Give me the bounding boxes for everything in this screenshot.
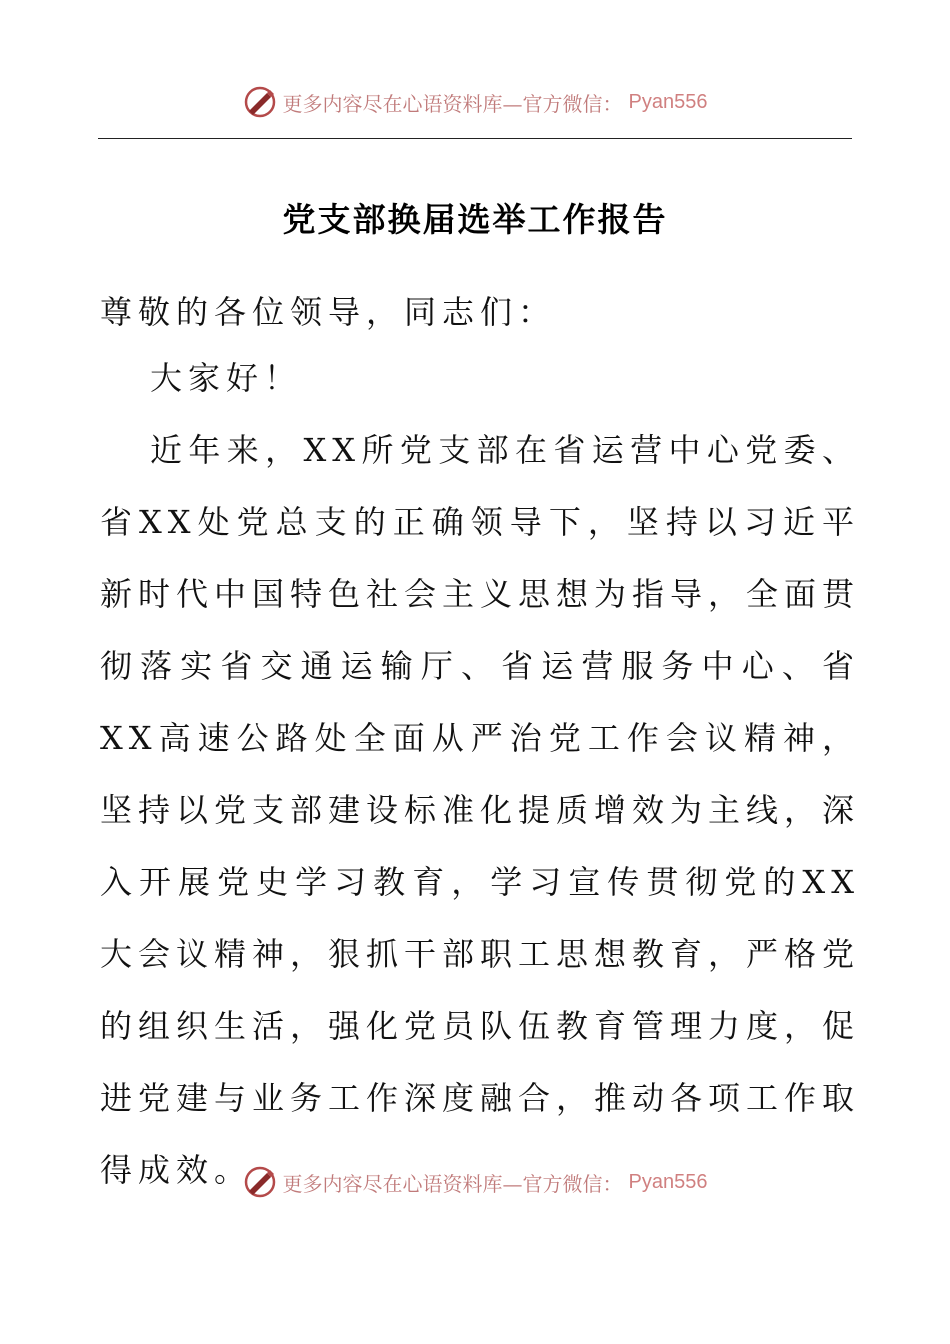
- header-banner-text: 更多内容尽在心语资料库—官方微信：: [282, 91, 623, 116]
- footer-banner: [0, 1162, 950, 1202]
- header-banner: [0, 82, 950, 122]
- body-paragraph: 近年来，XX所党支部在省运营中心党委、省XX处党总支的正确领导下，坚持以习近平新时代中国特色社会主义思想为指导，全面贯彻落实省交通运输厅、省运营服务中心、省XX高速公路处全面从严治党工作会议精神，坚持以党支部建设标准化提质增效为主线，深入开展党史学习教育，学习宣传贯彻党的XX大会议精神，狠抓干部职工思想教育，严格党的组织生活，强化党员队伍教育管理力度，促进党建与业务工作深度融合，推动各项工作取得成效。: [100, 431, 861, 1189]
- page-title: 党支部换届选举工作报告: [282, 200, 668, 239]
- pen-logo-icon: [243, 85, 277, 119]
- header-banner-contact: Pyan556: [628, 90, 708, 113]
- salutation: 尊敬的各位领导，同志们：: [100, 293, 557, 331]
- pen-logo-icon: [243, 1165, 277, 1199]
- document-body: [100, 282, 860, 1206]
- footer-banner-contact: Pyan556: [628, 1170, 708, 1193]
- greeting: 大家好！: [150, 359, 303, 397]
- header-divider: [98, 138, 852, 139]
- footer-banner-text: 更多内容尽在心语资料库—官方微信：: [282, 1171, 623, 1196]
